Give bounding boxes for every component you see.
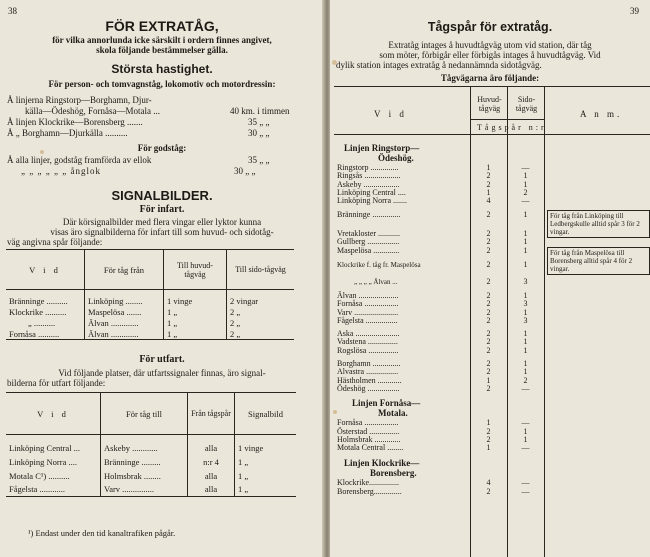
speed-route: Å linjen Klockrike—Borensberg ....... (7, 117, 143, 127)
cell-side: 1 (523, 359, 528, 369)
goods-value: 35 „ „ (248, 155, 270, 165)
cell-main: 1 (486, 163, 491, 172)
intro-line: dylik station intages extratåg å nedannämnda sidotågväg. (336, 60, 542, 70)
speed-row (7, 117, 307, 128)
cell-side: 1 (523, 367, 528, 377)
goods-value: 30 „ „ (234, 166, 256, 176)
column-header: Sido-tågväg (515, 95, 538, 113)
cell-side: 1 (523, 434, 528, 444)
cell-station: Aska ...................... (337, 329, 400, 339)
column-header: Från tågspår (188, 393, 235, 435)
cell-side: — (521, 196, 530, 206)
table-header-row (6, 250, 294, 290)
cell-main: 2 (486, 315, 491, 325)
cell-side: 1 (523, 426, 528, 436)
cell-track: alla (188, 469, 235, 483)
cell-main: 2 (486, 383, 491, 393)
cell-main: 2 (486, 367, 491, 377)
cell-from: Linköping ........ (85, 296, 164, 307)
cell-side: 3 (523, 276, 528, 286)
cell-station: Linköping Norra ....... (337, 196, 407, 206)
line-table (334, 164, 650, 393)
cell-station: Fågelsta ............ (9, 484, 65, 495)
table-row (6, 329, 294, 340)
cell-main: 2 (486, 290, 491, 300)
cell-station: Vadstena ............... (337, 337, 398, 347)
cell-station: Linköping Central ... (9, 442, 81, 453)
cell-station: „ „ „ „ Älvan ... (354, 277, 398, 286)
cell-main: 4 (486, 478, 491, 488)
table-row (6, 318, 294, 329)
cell-side: 1 (523, 329, 528, 339)
table-row (334, 444, 650, 452)
cell-main: 1 „ (164, 329, 227, 340)
cell-from: Älvan ............. (85, 318, 164, 329)
column-header: Huvud-tågväg (477, 95, 502, 113)
table-row (334, 385, 650, 393)
cell-signal: 1 „ (235, 455, 297, 469)
cell-main: 1 (486, 187, 491, 197)
table-row (334, 488, 650, 496)
table-row (6, 307, 294, 318)
cell-station: Ödeshög ................ (337, 383, 400, 393)
column-header: V i d (374, 109, 407, 119)
cell-signal: 1 vinge (235, 441, 297, 455)
cell-side: 1 (523, 228, 528, 238)
cell-to: Askeby ............ (101, 441, 188, 455)
intro-line: för vilka annorlunda icke särskilt i ordern finnes angivet, (52, 35, 272, 45)
column-header: För tåg till (101, 393, 188, 435)
cell-from: Älvan ............. (85, 329, 164, 340)
cell-side: 1 (523, 179, 528, 189)
line-heading: Ödeshög. (378, 153, 414, 163)
column-header: V i d (37, 408, 69, 419)
goods-row (7, 166, 307, 177)
cell-side: 1 (523, 210, 528, 219)
cell-main: 2 (486, 486, 491, 496)
footnote: ¹) Endast under den tid kanaltrafiken pågår. (28, 528, 176, 538)
column-header: A n m. (580, 109, 623, 119)
speed-row (7, 106, 307, 117)
line-heading: Motala. (378, 408, 408, 419)
speed-value: 30 „ „ (248, 128, 270, 138)
line-heading: Linjen Ringstorp— (344, 143, 420, 153)
goods-row (7, 155, 307, 166)
cell-main: 2 (486, 228, 491, 238)
cell-main: 2 (486, 237, 491, 247)
goods-route: „ „ „ „ „ „ ånglok (21, 166, 101, 176)
cell-station: „ .......... (28, 318, 56, 328)
cell-from: Maspelösa ....... (85, 307, 164, 318)
cell-side: — (521, 478, 530, 488)
speed-route: Å linjerna Ringstorp—Borghamn, Djur- (7, 95, 152, 105)
cell-station: Österstad ............... (337, 426, 400, 436)
cell-to: Varv ............... (101, 483, 188, 497)
intro-line: Extratåg intages å huvudtågväg utom vid station, där tåg (388, 40, 592, 50)
speed-list (7, 95, 307, 139)
table-row (6, 296, 294, 307)
cell-station: Motala C¹) .......... (9, 470, 70, 481)
cell-main: 2 (486, 260, 491, 270)
column-header: För tåg från (85, 250, 164, 290)
line-table (334, 419, 650, 452)
cell-side: 2 vingar (227, 296, 295, 307)
column-header: V i d (29, 264, 61, 275)
table-row (334, 210, 650, 219)
sub-heading: För godståg: (137, 143, 187, 153)
column-header: Till huvud-tågväg (164, 250, 227, 290)
cell-side: 2 „ (227, 307, 295, 318)
section-heading: SIGNALBILDER. (111, 188, 213, 203)
cell-side: — (521, 418, 530, 428)
cell-main: 2 (486, 345, 491, 355)
cell-station: Askeby .................. (337, 179, 400, 189)
cell-station: Fornåsa .......... (9, 328, 60, 339)
speed-value: 40 km. i timmen (230, 106, 290, 116)
cell-station: Gullberg ................ (337, 237, 400, 247)
page-title: Tågspår för extratåg. (427, 20, 553, 34)
speed-route: källa—Ödeshög, Fornåsa—Motala ... (25, 106, 160, 116)
cell-station: Ringstorp .............. (337, 163, 399, 172)
cell-station: Fornåsa ................. (337, 299, 399, 309)
cell-station: Maspelösa ............. (337, 245, 400, 255)
column-header: Till sido-tågväg (227, 250, 295, 290)
cell-main: 1 (486, 375, 491, 385)
cell-side: 1 (523, 237, 528, 247)
cell-main: 2 (486, 299, 491, 309)
cell-side: 1 (523, 245, 528, 255)
utfart-table (6, 392, 296, 497)
left-page (0, 0, 324, 557)
cell-main: 1 „ (164, 318, 227, 329)
speed-value: 35 „ „ (248, 117, 270, 127)
intro-line: som möter, förbigår eller förbigås intages å huvudtågväg. Vid (379, 50, 601, 60)
cell-main: 2 (486, 434, 491, 444)
line-heading: Borensberg. (370, 468, 417, 479)
speed-route: Å „ Borghamn—Djurkälla .......... (7, 128, 128, 138)
table-row (6, 455, 296, 469)
cell-station: Holmsbrak ............. (337, 434, 401, 444)
page-number: 38 (8, 6, 17, 16)
cell-main: 2 (486, 171, 491, 181)
cell-side: 1 (523, 337, 528, 347)
cell-main: 4 (486, 196, 491, 206)
cell-main: 1 „ (164, 307, 227, 318)
intro-line: skola följande bestämmelser gälla. (96, 45, 228, 55)
cell-side: 1 (523, 171, 528, 181)
cell-main: 1 (486, 443, 491, 453)
goods-route: Å alla linjer, godståg framförda av ellok (7, 155, 152, 165)
track-table (334, 86, 650, 557)
line-table (334, 479, 650, 496)
table-row (6, 469, 296, 483)
line-heading: Linjen Klockrike— (344, 458, 420, 469)
goods-list (7, 155, 307, 177)
cell-main: 2 (486, 337, 491, 347)
cell-main: 2 (486, 179, 491, 189)
speed-row (7, 128, 307, 139)
cell-station: Bränninge .............. (337, 210, 401, 219)
cell-main: 2 (486, 426, 491, 436)
cell-track: alla (188, 441, 235, 455)
speed-row (7, 95, 307, 106)
cell-main: 2 (486, 245, 491, 255)
cell-station: Linköping Norra .... (9, 456, 77, 467)
cell-to: Holmsbrak ........ (101, 469, 188, 483)
cell-side: 1 (523, 290, 528, 300)
table-row (334, 197, 650, 205)
cell-side: 2 (523, 375, 528, 385)
cell-side: 3 (523, 315, 528, 325)
cell-station: Bränninge .......... (9, 296, 68, 306)
cell-to: Bränninge ......... (101, 455, 188, 469)
body-line: Där körsignalbilder med flera vingar eller lyktor kunna (62, 217, 262, 227)
table-row (334, 261, 650, 269)
sub-heading: För infart. (139, 204, 185, 215)
sub-heading: För utfart. (139, 354, 185, 365)
cell-main: 1 (486, 418, 491, 428)
cell-main: 2 (486, 276, 491, 286)
cell-side: — (521, 486, 530, 496)
cell-station: Linköping Central .... (337, 187, 406, 197)
cell-track: alla (188, 483, 235, 497)
body-line: visas äro signalbilderna för infart till som huvud- och sidotåg- (50, 227, 274, 237)
body-line: Vid följande platser, där utfartssignaler finnas, äro signal- (58, 368, 266, 378)
section-heading: Största hastighet. (111, 62, 213, 76)
cell-station: Vretakloster ........... (337, 228, 401, 238)
cell-side: 2 „ (227, 329, 295, 340)
cell-signal: 1 „ (235, 483, 297, 497)
cell-station: Rogslösa ............... (337, 345, 399, 355)
table-row (6, 441, 296, 455)
cell-main: 1 vinge (164, 296, 227, 307)
infart-table (6, 249, 294, 340)
cell-station: Klockrike............... (337, 478, 399, 488)
cell-station: Klockrike .......... (9, 307, 67, 317)
cell-station: Alvastra ................ (337, 367, 399, 377)
table-row (6, 483, 296, 497)
line-heading: Linjen Fornåsa— (352, 398, 421, 409)
track-note: För tåg från Maspelösa till Borensberg alltid spår 4 för 2 vingar. (547, 247, 650, 275)
cell-station: Borghamn .............. (337, 359, 401, 369)
cell-station: Fornåsa ................. (337, 418, 399, 428)
cell-side: 3 (523, 299, 528, 309)
cell-side: 2 „ (227, 318, 295, 329)
table-caption: Tågvägarna äro följande: (440, 73, 540, 83)
track-rows (334, 143, 650, 496)
page-title: FÖR EXTRATÅG, (105, 18, 219, 34)
cell-main: 2 (486, 359, 491, 369)
cell-track: n:r 4 (188, 455, 235, 469)
cell-station: Motala Central ........ (337, 443, 404, 453)
cell-side: — (521, 163, 530, 172)
cell-main: 2 (486, 329, 491, 339)
cell-station: Fågelsta ................ (337, 315, 398, 325)
cell-station: Hästholmen ............ (337, 375, 402, 385)
cell-side: 1 (523, 260, 528, 270)
column-subheader: Tågspår n:r (477, 123, 547, 132)
cell-side: 2 (523, 187, 528, 197)
cell-main: 2 (486, 307, 491, 317)
cell-main: 2 (486, 210, 491, 219)
cell-station: Varv ...................... (337, 307, 399, 317)
cell-station: Borensberg.............. (337, 486, 402, 496)
table-row (334, 317, 650, 325)
track-note: För tåg från Linköping till Ledbergskulle alltid spår 3 för 2 vingar. (547, 210, 650, 238)
body-line: bilderna för utfart följande: (7, 378, 106, 388)
table-header-row (6, 393, 296, 435)
sub-heading: För person- och tomvagnståg, lokomotiv och motordressin: (48, 79, 276, 89)
column-header: Signalbild (235, 393, 297, 435)
cell-station: Klockrike f. tåg fr. Maspelösa (337, 261, 421, 270)
cell-station: Älvan .................... (337, 290, 399, 300)
cell-signal: 1 „ (235, 469, 297, 483)
cell-side: 1 (523, 345, 528, 355)
cell-side: 1 (523, 307, 528, 317)
body-line: väg angivna spår följande: (7, 237, 103, 247)
table-row (334, 347, 650, 355)
page-number: 39 (630, 6, 639, 16)
cell-side: — (521, 443, 530, 453)
right-page (330, 0, 650, 557)
cell-side: — (521, 383, 530, 393)
cell-station: Ringsås .................. (337, 171, 401, 181)
